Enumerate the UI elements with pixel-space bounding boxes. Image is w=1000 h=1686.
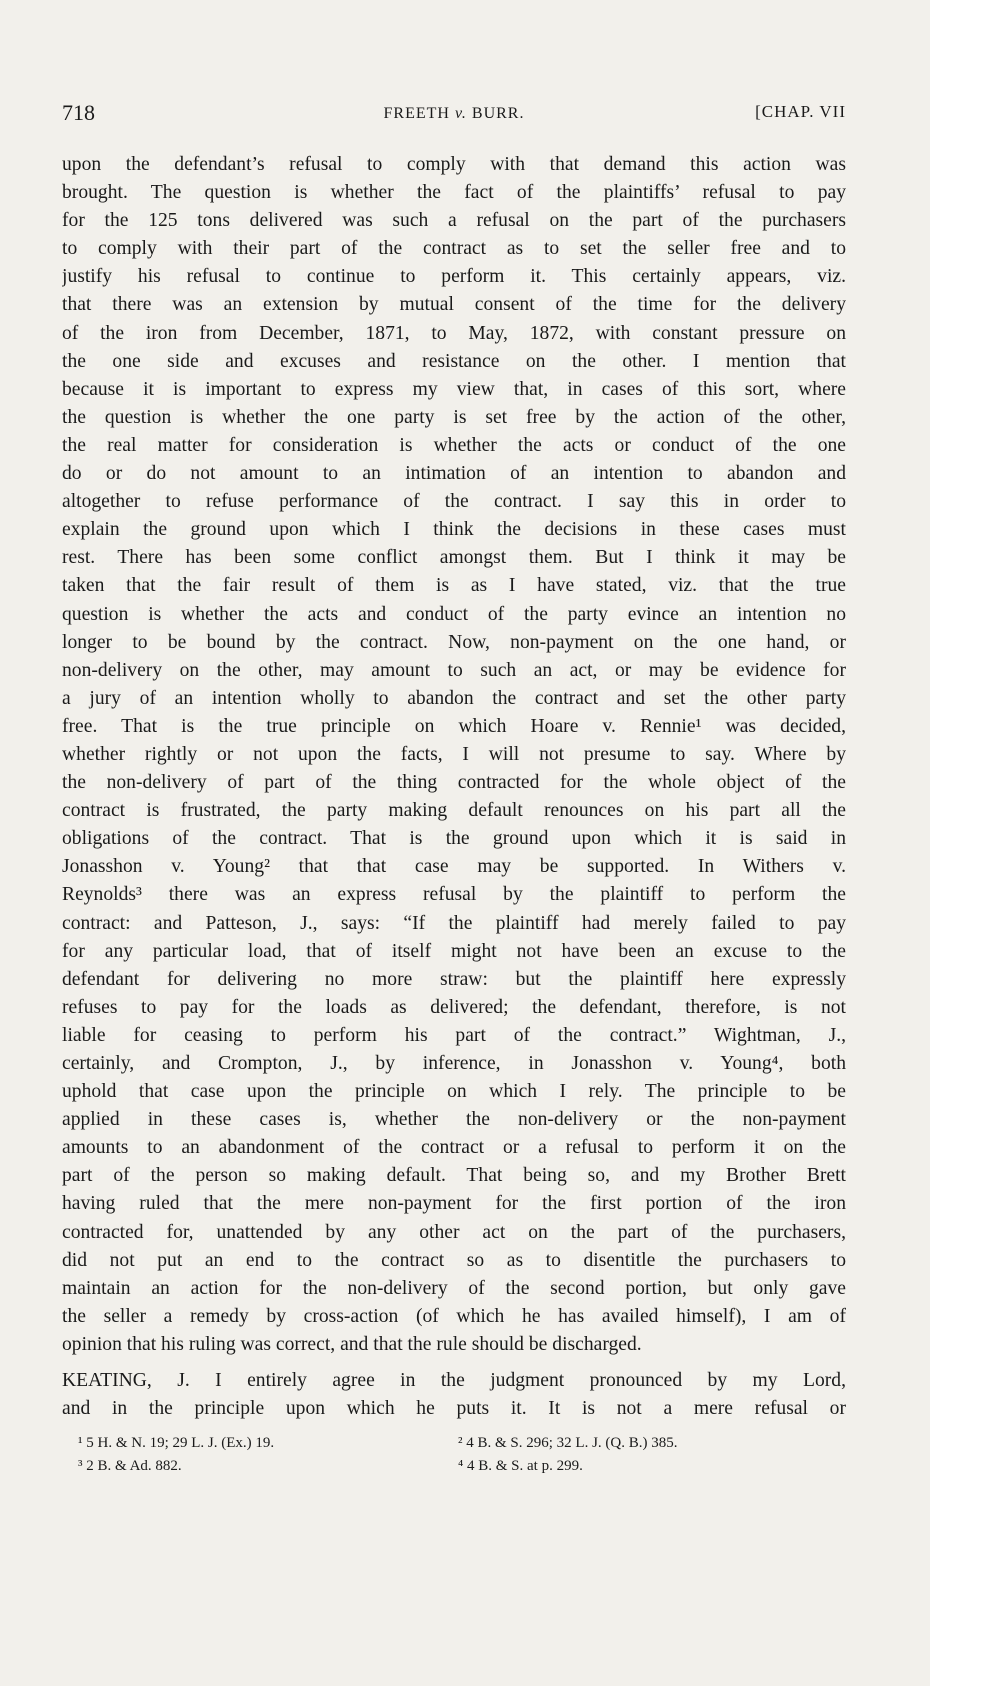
text-line: that there was an extension by mutual consent of the time for the delivery <box>62 294 846 316</box>
text-line: contracted for, unattended by any other act on the part of the purchasers, <box>62 1221 846 1243</box>
text-line: upon the defendant’s refusal to comply with that demand this action was <box>62 154 846 175</box>
paragraph-gap <box>62 1359 846 1367</box>
chapter-label: [CHAP. VII <box>755 102 846 121</box>
footnote: ² 4 B. & S. 296; 32 L. J. (Q. B.) 385. <box>458 1435 678 1451</box>
text-line: opinion that his ruling was correct, and that the rule should be discharged. <box>62 1333 642 1355</box>
footnote: ³ 2 B. & Ad. 882. <box>78 1458 182 1474</box>
text-line: certainly, and Crompton, J., by inference, in Jonasshon v. Young⁴, both <box>62 1053 846 1074</box>
text-line: because it is important to express my view that, in cases of this sort, where <box>62 378 846 400</box>
text-line: defendant for delivering no more straw: but the plaintiff here expressly <box>62 968 846 990</box>
text-line: justify his refusal to continue to perform it. This certainly appears, viz. <box>62 266 846 288</box>
text-line: to comply with their part of the contract as to set the seller free and to <box>62 238 846 260</box>
text-line: did not put an end to the contract so as to disentitle the purchasers to <box>62 1249 846 1271</box>
text-line: KEATING, J. I entirely agree in the judgment pronounced by my Lord, <box>62 1370 846 1392</box>
text-line: amounts to an abandonment of the contract or a refusal to perform it on the <box>62 1137 846 1159</box>
footnote-row <box>78 1432 838 1455</box>
text-line: whether rightly or not upon the facts, I will not presume to say. Where by <box>62 743 846 765</box>
page-header <box>62 100 846 134</box>
text-line: longer to be bound by the contract. Now, non-payment on the one hand, or <box>62 631 846 653</box>
text-line: for any particular load, that of itself might not have been an excuse to the <box>62 940 846 962</box>
text-line: having ruled that the mere non-payment for the first portion of the iron <box>62 1193 846 1215</box>
text-line: explain the ground upon which I think the decisions in these cases must <box>62 519 846 541</box>
text-line: the non-delivery of part of the thing contracted for the whole object of the <box>62 772 846 794</box>
footnote: ⁴ 4 B. & S. at p. 299. <box>458 1458 583 1474</box>
text-line: refuses to pay for the loads as delivered; the defendant, therefore, is not <box>62 996 846 1018</box>
text-line: do or do not amount to an intimation of an intention to abandon and <box>62 463 846 485</box>
text-line: Reynolds³ there was an express refusal by the plaintiff to perform the <box>62 884 846 906</box>
text-line: brought. The question is whether the fact of the plaintiffs’ refusal to pay <box>62 182 846 204</box>
text-line: contract is frustrated, the party making default renounces on his part all the <box>62 800 846 822</box>
text-line: uphold that case upon the principle on which I rely. The principle to be <box>62 1081 846 1103</box>
text-line: maintain an action for the non-delivery of the second portion, but only gave <box>62 1277 846 1299</box>
text-line: rest. There has been some conflict amongst them. But I think it may be <box>62 547 846 569</box>
text-line: part of the person so making default. That being so, and my Brother Brett <box>62 1165 846 1187</box>
running-title: FREETH v. BURR. <box>383 105 525 122</box>
text-line: contract: and Patteson, J., says: “If the plaintiff had merely failed to pay <box>62 912 846 934</box>
text-line: applied in these cases is, whether the non-delivery or the non-payment <box>62 1109 846 1131</box>
text-line: non-delivery on the other, may amount to such an act, or may be evidence for <box>62 659 846 681</box>
text-line: obligations of the contract. That is the ground upon which it is said in <box>62 828 846 850</box>
text-line: question is whether the acts and conduct of the party evince an intention no <box>62 603 846 625</box>
text-line: altogether to refuse performance of the contract. I say this in order to <box>62 491 846 513</box>
text-line: taken that the fair result of them is as I have stated, viz. that the true <box>62 575 846 597</box>
text-line: for the 125 tons delivered was such a refusal on the part of the purchasers <box>62 210 846 232</box>
text-line: liable for ceasing to perform his part of the contract.” Wightman, J., <box>62 1024 846 1046</box>
text-line: the real matter for consideration is whether the acts or conduct of the one <box>62 434 846 456</box>
footnotes <box>78 1432 838 1478</box>
text-line: of the iron from December, 1871, to May, 1872, with constant pressure on <box>62 322 846 344</box>
text-line: the one side and excuses and resistance on the other. I mention that <box>62 350 846 372</box>
text-line: the question is whether the one party is set free by the action of the other, <box>62 406 846 428</box>
body-text <box>62 151 846 1423</box>
page-number: 718 <box>62 100 95 125</box>
text-line: and in the principle upon which he puts it. It is not a mere refusal or <box>62 1398 846 1420</box>
footnote-row <box>78 1455 838 1478</box>
footnote: ¹ 5 H. & N. 19; 29 L. J. (Ex.) 19. <box>78 1435 275 1451</box>
text-line: free. That is the true principle on which Hoare v. Rennie¹ was decided, <box>62 715 846 737</box>
text-line: a jury of an intention wholly to abandon the contract and set the other party <box>62 687 846 709</box>
text-line: the seller a remedy by cross-action (of which he has availed himself), I am of <box>62 1305 846 1327</box>
text-line: Jonasshon v. Young² that that case may be supported. In Withers v. <box>62 856 846 878</box>
